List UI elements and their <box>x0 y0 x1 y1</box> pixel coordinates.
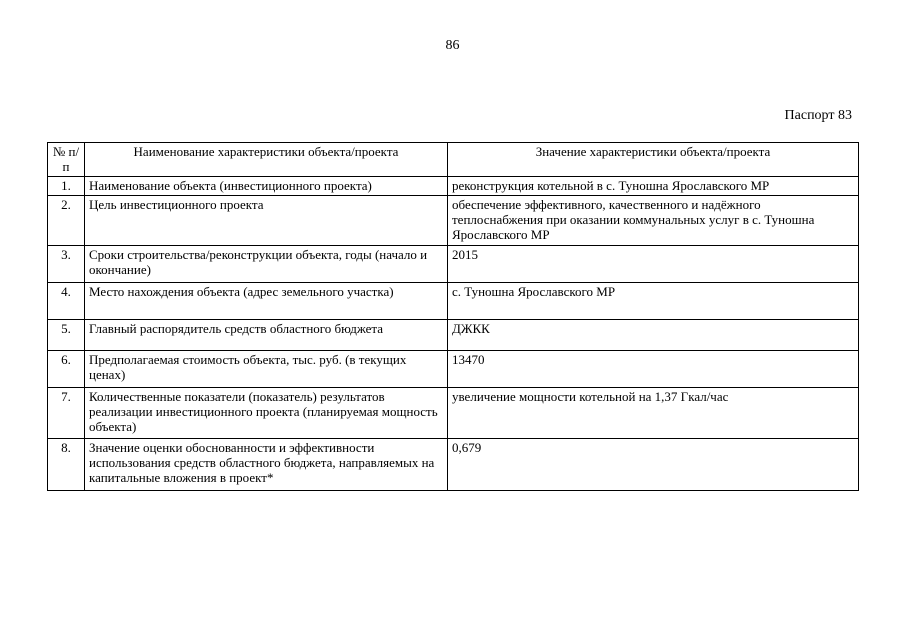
row-name: Место нахождения объекта (адрес земельного участка) <box>85 283 448 320</box>
table-row <box>48 351 859 388</box>
table-row <box>48 439 859 491</box>
table-row <box>48 177 859 196</box>
header-name: Наименование характеристики объекта/проекта <box>85 143 448 177</box>
row-num: 3. <box>48 246 85 283</box>
row-num: 1. <box>48 177 85 196</box>
table-row <box>48 283 859 320</box>
row-value: ДЖКК <box>448 320 859 351</box>
row-name: Предполагаемая стоимость объекта, тыс. руб. (в текущих ценах) <box>85 351 448 388</box>
table-header-row <box>48 143 859 177</box>
row-num: 6. <box>48 351 85 388</box>
header-num: № п/п <box>48 143 85 177</box>
header-value: Значение характеристики объекта/проекта <box>448 143 859 177</box>
page-number: 86 <box>445 38 460 53</box>
row-name: Наименование объекта (инвестиционного проекта) <box>85 177 448 196</box>
row-value: с. Туношна Ярославского МР <box>448 283 859 320</box>
table-row <box>48 246 859 283</box>
row-name: Цель инвестиционного проекта <box>85 196 448 246</box>
row-value: 0,679 <box>448 439 859 491</box>
table-row <box>48 388 859 439</box>
passport-table <box>47 142 859 491</box>
row-value: увеличение мощности котельной на 1,37 Гкал/час <box>448 388 859 439</box>
row-value: 2015 <box>448 246 859 283</box>
row-num: 4. <box>48 283 85 320</box>
row-name: Сроки строительства/реконструкции объекта, годы (начало и окончание) <box>85 246 448 283</box>
row-name: Главный распорядитель средств областного бюджета <box>85 320 448 351</box>
passport-label: Паспорт 83 <box>784 108 852 123</box>
table-row <box>48 196 859 246</box>
row-name: Значение оценки обоснованности и эффективности использования средств областного бюджета, направляемых на капитальные вложения в проект* <box>85 439 448 491</box>
row-num: 5. <box>48 320 85 351</box>
row-name: Количественные показатели (показатель) результатов реализации инвестиционного проекта (планируемая мощность объекта) <box>85 388 448 439</box>
row-value: 13470 <box>448 351 859 388</box>
row-num: 2. <box>48 196 85 246</box>
row-num: 7. <box>48 388 85 439</box>
row-num: 8. <box>48 439 85 491</box>
table-row <box>48 320 859 351</box>
row-value: обеспечение эффективного, качественного и надёжного теплоснабжения при оказании коммунальных услуг в с. Туношна Ярославского МР <box>448 196 859 246</box>
row-value: реконструкция котельной в с. Туношна Ярославского МР <box>448 177 859 196</box>
